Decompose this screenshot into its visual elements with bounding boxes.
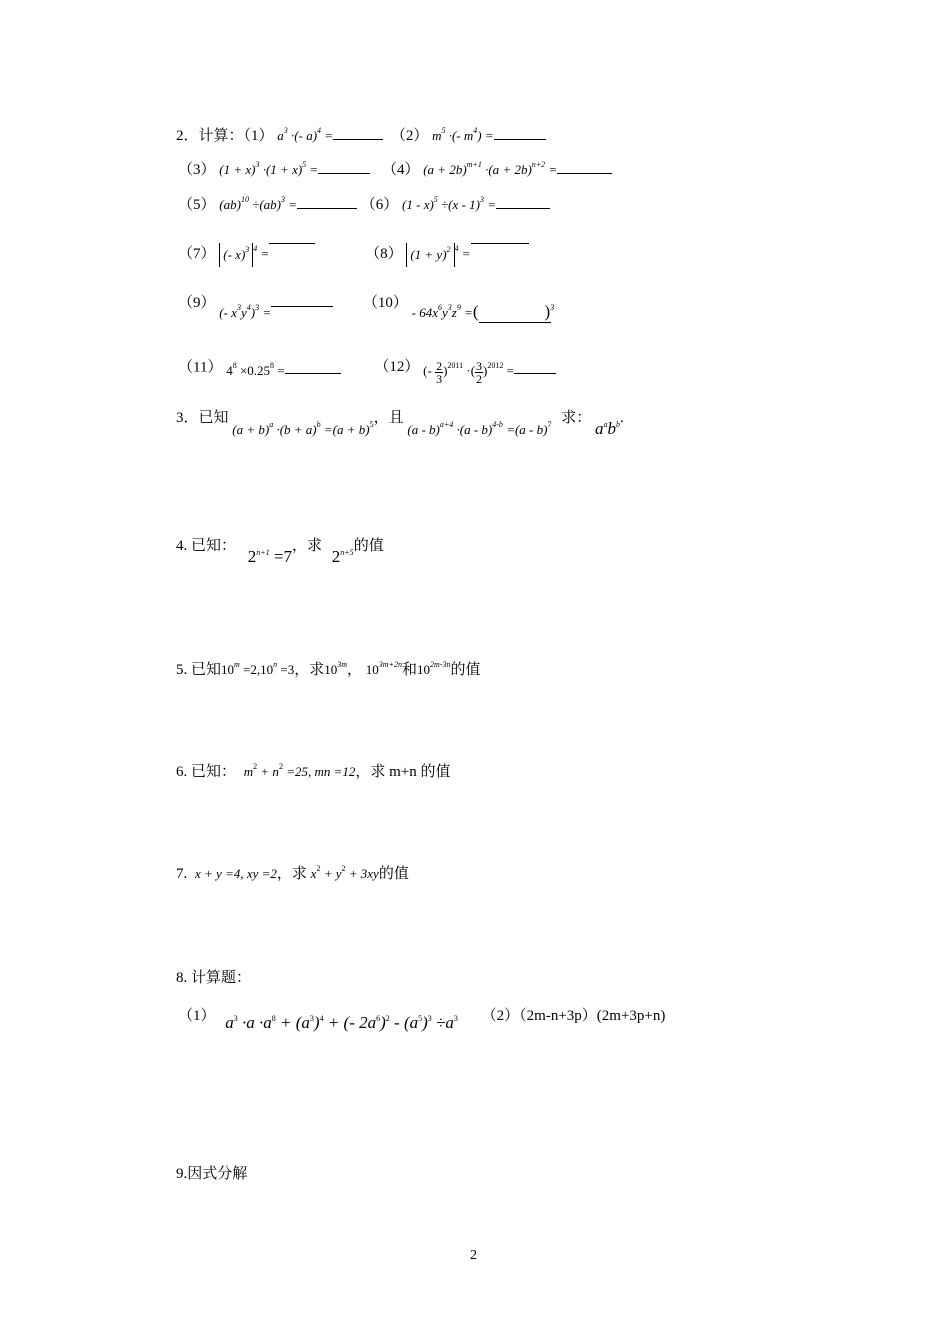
- q2-item-3-label: （3）: [178, 162, 216, 178]
- q2-item-4-label: （4）: [381, 162, 420, 178]
- q5-sep: ，求: [294, 662, 325, 678]
- q2-item-1-label: （1）: [243, 128, 274, 144]
- q5-cond: $10^m =2,10^n =3$: [221, 660, 295, 677]
- q5-comma: ，: [347, 662, 363, 678]
- q2-label: 2．计算：: [176, 128, 244, 144]
- q3-cond2: (a - b)$^{a+4}$ ·(a - b)$^{4-b}$ =(a - b)$^7$: [407, 420, 552, 437]
- q2-item-12-expr: (- $\frac{2}{3}$ )$^{2011}$ ·( $\frac{3}{2}$ )$^{2012}$ =: [423, 359, 514, 386]
- q2-item-9-expr: (- $x^3y^4)^3$ =: [219, 303, 272, 320]
- q4-cond: $2^{n+1} =7$: [247, 547, 293, 566]
- q4-label: 4. 已知：: [176, 538, 237, 554]
- q4-line: [176, 535, 384, 566]
- q2-item-8-expr: $(1 + y)^2$ $^4$ =: [406, 246, 470, 261]
- q8-expr-2: （2m-n+3p）(2m+3p+n): [519, 1008, 666, 1024]
- answer-blank[interactable]: [494, 128, 546, 140]
- q5-target-3: $10^{2m-3n}$: [417, 660, 451, 677]
- q2-item-4-expr: $(a + 2b)^{m+1} \cdot(a + 2b)^{n+2}$ =: [423, 160, 558, 177]
- q2-row-6: [178, 356, 556, 386]
- q3-cond1: $(a + b)^a \cdot(b + a)^b =(a + b)^5$: [232, 420, 374, 437]
- q2-item-5-expr: (ab)$^{10}$ ÷(ab)$^3$ =: [219, 195, 298, 212]
- q7-line: [176, 864, 409, 884]
- q7-cond: x + y =4, xy =2: [195, 866, 277, 881]
- q2-row-1: [176, 126, 546, 146]
- q2-item-12-label: （12）: [374, 359, 420, 376]
- q7-sep: ，求: [276, 866, 307, 882]
- q6-tail: ，求 m+n 的值: [355, 764, 451, 780]
- q2-item-8-label: （8）: [365, 246, 403, 262]
- q2-row-2: [178, 160, 612, 180]
- q2-item-7-label: （7）: [178, 246, 216, 262]
- q3-target: $a^ab^b$: [594, 419, 620, 438]
- q2-item-7-expr: (- x)$^3$ $^4$ =: [219, 246, 269, 261]
- answer-blank[interactable]: [471, 232, 529, 244]
- q6-cond: $m^2 + n^2 =25$, mn =12: [243, 762, 356, 779]
- q9-label: 9.因式分解: [176, 1166, 248, 1182]
- q2-item-6-expr: (1 - x)$^5$ ÷(x - 1)$^3$ =: [402, 195, 496, 212]
- answer-blank[interactable]: [557, 162, 612, 174]
- q2-item-2-label: （2）: [390, 128, 429, 144]
- q2-row-4: [178, 232, 529, 267]
- q2-item-5-label: （5）: [178, 197, 216, 213]
- answer-blank[interactable]: [297, 197, 357, 209]
- q2-item-6-label: （6）: [360, 197, 399, 213]
- q3-label: 3．已知: [176, 410, 229, 426]
- page-number: 2: [470, 1248, 477, 1263]
- q5-label: 5. 已知: [176, 662, 222, 678]
- q6-label: 6. 已知：: [176, 764, 237, 780]
- q7-label: 7.: [176, 866, 188, 882]
- q8-label: 8. 计算题：: [176, 970, 252, 986]
- q4-target: $2^{n+5}$: [331, 547, 354, 566]
- q7-tail: 的值: [378, 866, 409, 882]
- q3-end: .: [619, 410, 624, 426]
- q2-row-5: [178, 292, 555, 321]
- answer-blank[interactable]: [333, 128, 383, 140]
- q5-line: [176, 660, 480, 680]
- q5-tail: 的值: [450, 662, 481, 678]
- answer-blank[interactable]: [318, 162, 370, 174]
- q4-sep: ，求: [292, 538, 323, 554]
- q3-line: [176, 407, 624, 438]
- q4-tail: 的值: [353, 538, 384, 554]
- answer-blank[interactable]: [269, 232, 315, 244]
- q2-item-10-expr: - $64x^6y^3z^9$ =( )$^3$: [411, 302, 555, 321]
- answer-blank[interactable]: [496, 197, 550, 209]
- q5-target-2: $10^{3m+2n}$: [365, 660, 402, 677]
- q3-ask: 求：: [561, 410, 592, 426]
- answer-blank[interactable]: [271, 295, 333, 307]
- q2-item-1-expr: $a^3$ ·(- a)$^4$ =: [277, 126, 334, 143]
- q2-item-10-label: （10）: [362, 295, 408, 311]
- q8-part-2-label: （2）: [481, 1008, 520, 1024]
- q8-expr-1: $a^3 \cdot a \cdot a^8 + (a^3)^4$ + (- $2a^6)^2 - (a^5)^3 \div a^3$: [225, 1013, 458, 1032]
- q2-item-11-expr: $4^8 \times 0.25^8$ =: [226, 361, 285, 379]
- q7-target: $x^2 + y^2 + 3xy$: [310, 864, 379, 881]
- q6-line: [176, 762, 451, 782]
- q8-line: [178, 1005, 666, 1032]
- q2-item-2-expr: $m^5$ ·(- $m^4$) =: [432, 126, 494, 143]
- q2-item-3-expr: $(1 + x)^3 \cdot(1 + x)^5$ =: [219, 160, 319, 177]
- q2-item-11-label: （11）: [178, 359, 223, 376]
- answer-blank[interactable]: [285, 362, 341, 374]
- q8-part-1-label: （1）: [178, 1008, 216, 1024]
- q2-row-3: [178, 195, 550, 215]
- q3-sep: ，且: [373, 410, 404, 426]
- q2-item-9-label: （9）: [178, 295, 216, 311]
- answer-blank[interactable]: [514, 362, 556, 374]
- q5-and: 和: [401, 662, 417, 678]
- q5-target-1: $10^{3m}$: [324, 660, 348, 677]
